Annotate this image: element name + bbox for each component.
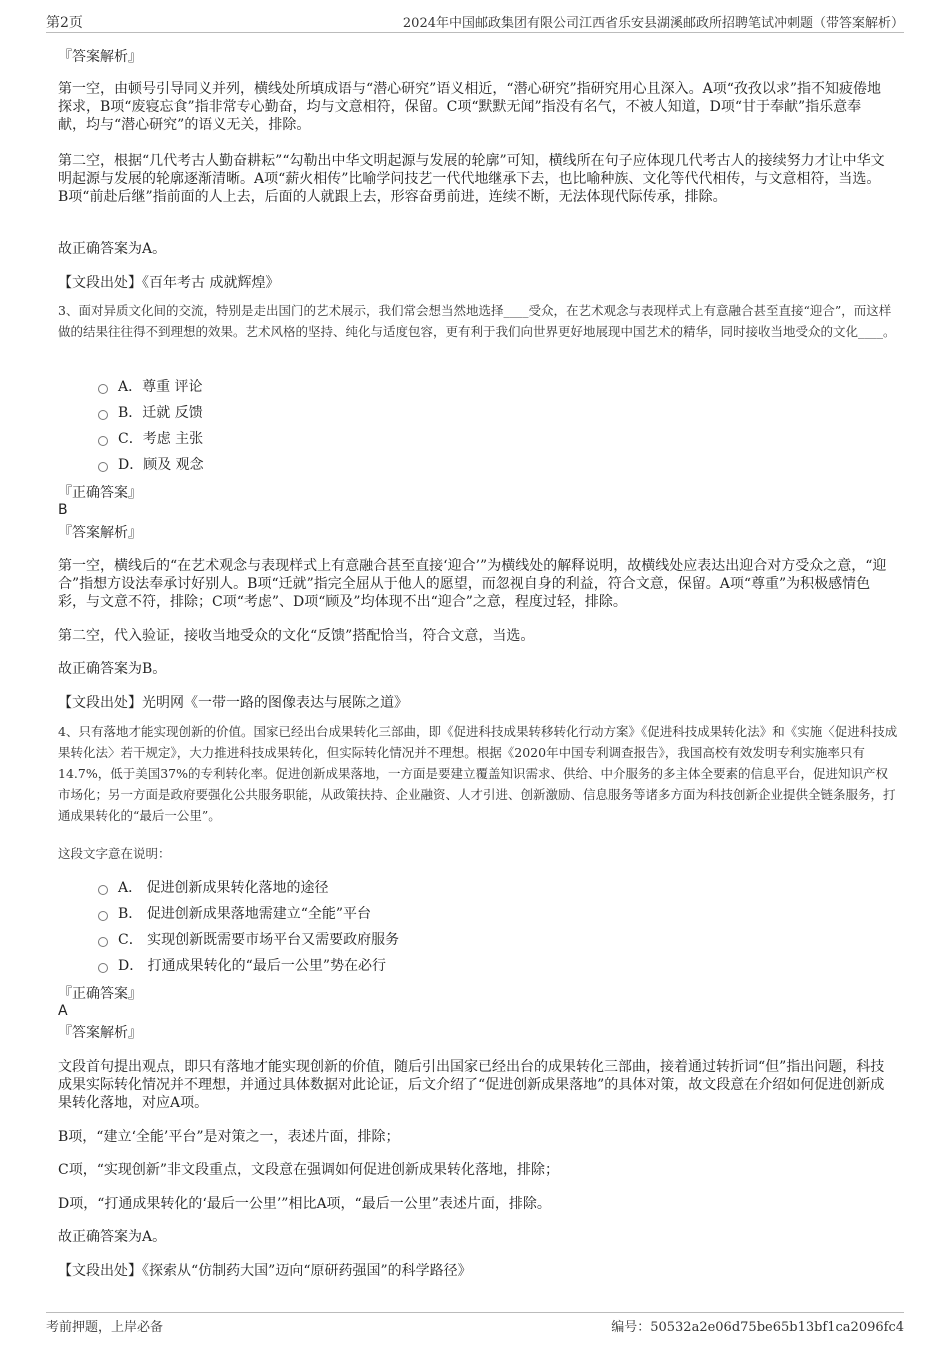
q3-analysis-label: 『答案解析』: [58, 525, 142, 541]
header-divider: [46, 32, 904, 33]
document-title: 2024年中国邮政集团有限公司江西省乐安县湖溪邮政所招聘笔试冲刺题（带答案解析）: [402, 16, 904, 31]
q4-option-a[interactable]: [98, 879, 329, 897]
option-label: D． 打通成果转化的“最后一公里”势在必行: [118, 958, 386, 974]
option-label: A． 促进创新成果转化落地的途径: [118, 880, 329, 896]
option-label: A．尊重 评论: [118, 379, 203, 395]
q4-source: 【文段出处】《探索从“仿制药大国”迈向“原研药强国”的科学路径》: [58, 1263, 472, 1279]
q4-analysis-c: C项，“实现创新”非文段重点，文段意在强调如何促进创新成果转化落地，排除；: [58, 1162, 560, 1178]
radio-icon[interactable]: [98, 885, 108, 895]
q3-correct-label: 『正确答案』: [58, 485, 142, 501]
q3-analysis-para2: 第二空，代入验证，接收当地受众的文化“反馈”搭配恰当，符合文意，当选。: [58, 628, 535, 644]
radio-icon[interactable]: [98, 937, 108, 947]
footer-divider: [46, 1312, 904, 1313]
q4-correct-label: 『正确答案』: [58, 986, 142, 1002]
page-number: 第2页: [46, 15, 83, 31]
document-id: 编号：50532a2e06d75be65b13bf1ca2096fc4: [611, 1320, 904, 1335]
q4-correct-answer: A: [58, 1003, 68, 1019]
radio-icon[interactable]: [98, 384, 108, 394]
q4-analysis-label: 『答案解析』: [58, 1025, 142, 1041]
q3-option-a[interactable]: [98, 378, 203, 396]
q3-question: 3、面对异质文化间的交流，特别是走出国门的艺术展示，我们常会想当然地选择____受众，在艺术观念与表现样式上有意融合甚至直接“迎合”，而这样做的结果往往得不到理想的效果。艺术风格的坚持、纯化与适度包容，更有利于我们向世界更好地展现中国艺术的精华，同时接收当地受众的文化____。: [58, 303, 896, 339]
q4-option-c[interactable]: [98, 931, 399, 949]
q3-source: 【文段出处】光明网《一带一路的图像表达与展陈之道》: [58, 695, 408, 711]
option-label: B．迁就 反馈: [118, 405, 203, 421]
radio-icon[interactable]: [98, 436, 108, 446]
option-label: C．考虑 主张: [118, 431, 204, 447]
radio-icon[interactable]: [98, 963, 108, 973]
option-label: B． 促进创新成果落地需建立“全能”平台: [118, 906, 372, 922]
q3-option-b[interactable]: [98, 404, 203, 422]
radio-icon[interactable]: [98, 911, 108, 921]
option-label: C． 实现创新既需要市场平台又需要政府服务: [118, 932, 400, 948]
q4-option-d[interactable]: [98, 957, 386, 975]
radio-icon[interactable]: [98, 410, 108, 420]
q3-analysis-para1: 第一空，横线后的“在艺术观念与表现样式上有意融合甚至直接‘迎合’”为横线处的解释说明，故横线处应表达出迎合对方受众之意，“迎合”指想方设法奉承讨好别人。B项“迁就”指完全屈从于他人的愿望，而忽视自身的利益，符合文意，保留。A项“尊重”为积极感情色彩，与文意不符，排除；C项“考虑”、D项“顾及”均体现不出“迎合”之意，程度过轻，排除。: [58, 558, 887, 610]
q4-conclusion: 故正确答案为A。: [58, 1229, 167, 1245]
q4-analysis-para1: 文段首句提出观点，即只有落地才能实现创新的价值，随后引出国家已经出台的成果转化三部曲，接着通过转折词“但”指出问题，科技成果实际转化情况并不理想，并通过具体数据对此论证，后文介绍了“促进创新成果落地”的具体对策，故文段意在介绍如何促进创新成果转化落地，对应A项。: [58, 1059, 885, 1111]
radio-icon[interactable]: [98, 462, 108, 472]
q2-analysis-para1: 第一空，由顿号引导同义并列，横线处所填成语与“潜心研究”语义相近，“潜心研究”指研究用心且深入。A项“孜孜以求”指不知疲倦地探求，B项“废寝忘食”指非常专心勤奋，均与文意相符，保留。C项“默默无闻”指没有名气，不被人知道，D项“甘于奉献”指乐意奉献，均与“潜心研究”的语义无关，排除。: [58, 81, 882, 133]
option-label: D．顾及 观念: [118, 457, 204, 473]
footer-slogan: 考前押题，上岸必备: [46, 1320, 164, 1335]
q3-conclusion: 故正确答案为B。: [58, 661, 167, 677]
q2-source: 【文段出处】《百年考古 成就辉煌》: [58, 275, 280, 291]
q3-correct-answer: B: [58, 502, 68, 518]
q3-option-d[interactable]: [98, 456, 204, 474]
q4-analysis-b: B项，“建立‘全能’平台”是对策之一，表述片面，排除；: [58, 1129, 400, 1145]
q4-question: 4、只有落地才能实现创新的价值。国家已经出台成果转化三部曲，即《促进科技成果转移转化行动方案》《促进科技成果转化法》和《实施〈促进科技成果转化法〉若干规定》，大力推进科技成果转化，但实际转化情况并不理想。根据《2020年中国专利调查报告》，我国高校有效发明专利实施率只有14.7%，低于美国37%的专利转化率。促进创新成果落地，一方面是要建立覆盖知识需求、供给、中介服务的多主体全要素的信息平台，促进知识产权市场化；另一方面是政府要强化公共服务职能，从政策扶持、企业融资、人才引进、创新激励、信息服务等诸多方面为科技创新企业提供全链条服务，打通成果转化的“最后一公里”。: [58, 724, 898, 823]
q2-analysis-label: 『答案解析』: [58, 49, 142, 65]
q4-option-b[interactable]: [98, 905, 371, 923]
q2-analysis-para2: 第二空，根据“几代考古人勤奋耕耘”“勾勒出中华文明起源与发展的轮廓”可知，横线所在句子应体现几代考古人的接续努力才让中华文明起源与发展的轮廓逐渐清晰。A项“薪火相传”比喻学问技艺一代代地继承下去，也比喻种族、文化等代代相传，与文意相符，当选。B项“前赴后继”指前面的人上去，后面的人就跟上去，形容奋勇前进，连续不断，无法体现代际传承，排除。: [58, 153, 885, 205]
q4-stem: 这段文字意在说明：: [58, 846, 171, 861]
q4-analysis-d: D项，“打通成果转化的‘最后一公里’”相比A项，“最后一公里”表述片面，排除。: [58, 1196, 551, 1212]
q3-option-c[interactable]: [98, 430, 203, 448]
q2-conclusion: 故正确答案为A。: [58, 241, 167, 257]
